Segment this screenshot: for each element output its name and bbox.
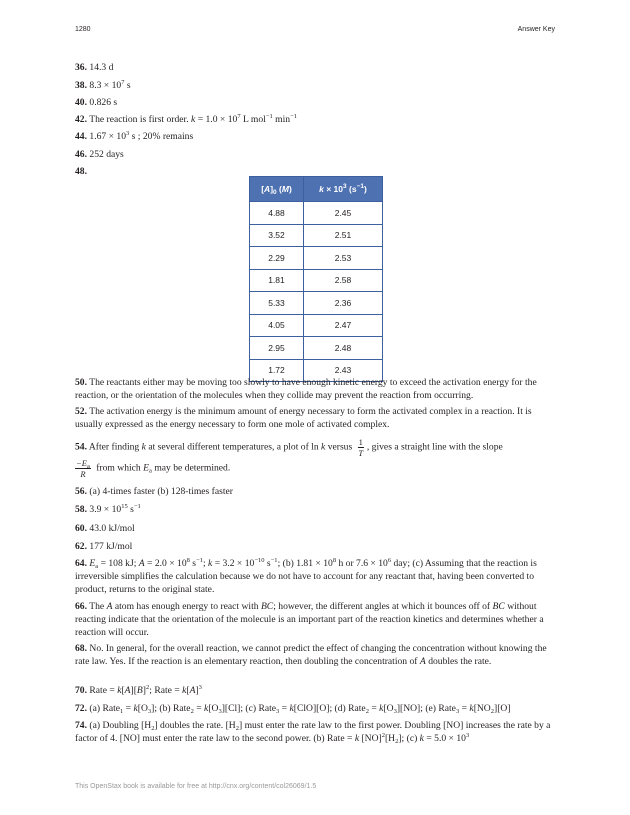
answer-54: 54. After finding k at several different temperatures, a plot of ln k versus $\frac{1}{T}$ , gives a straight line with the slope — [75, 437, 503, 458]
answer-54-continued: $\frac{-E_a}{R}$ from which $E_a$ may be determined. — [76, 458, 231, 479]
table-row: 5.33 2.36 — [250, 292, 383, 315]
header-concentration: $[A]_0$ (M) — [250, 177, 304, 202]
answer-64: 64. $E_a = 108$ kJ; $A = 2.0 \times 10^8$ $s^{-1}$; $k = 3.2 \times 10^{-10}$ $s^{-1}$; (b) $1.81 \times 10^8$ h or $7.6 \times 10^6$ day; (c) Assuming that the reaction is irreversible simplifies the calculation because we do not have to account for any reactant that, having been converted to product, returns to the original state. — [75, 557, 537, 596]
table-row: 1.81 2.58 — [250, 269, 383, 292]
table-row: 4.05 2.47 — [250, 314, 383, 337]
answer-48: 48. — [75, 166, 87, 177]
page-number: 1280 — [75, 26, 91, 33]
answer-52: 52. The activation energy is the minimum amount of energy necessary to form the activated complex in a reaction. It is usually expressed as the energy necessary to form one mole of activated complex. — [75, 406, 532, 431]
answer-58: 58. $3.9 \times 10^{15}$ $s^{-1}$ — [75, 503, 141, 515]
table-row: 4.88 2.45 — [250, 202, 383, 225]
table-row: 3.52 2.51 — [250, 224, 383, 247]
table-row: 2.29 2.53 — [250, 247, 383, 270]
table-row: 2.95 2.48 — [250, 337, 383, 360]
page-footer: This OpenStax book is available for free at http://cnx.org/content/col26069/1.5 — [75, 783, 317, 790]
answer-42: 42. The reaction is first order. $k = 1.0 \times 10^7$ L mol$^{-1}$ $\min^{-1}$ — [75, 113, 297, 125]
answer-70: 70. Rate = $k[A][B]^2$; Rate = $k[A]^3$ — [75, 684, 202, 696]
answer-50: 50. The reactants either may be moving too slowly to have enough kinetic energy to exceed the activation energy for the reaction, or the orientation of the molecules when they collide may prevent the reaction from occurring. — [75, 377, 537, 402]
answer-72: 72. (a) Rate$_1$ = $k[O_3]$; (b) Rate$_2$ = $k[O_3][Cl]$; (c) Rate$_3$ = k[ClO][O]; (d) Rate$_2$ = $k[O_3][NO]$; (e) Rate$_3$ = $k[NO_2][O]$ — [75, 703, 511, 715]
table-row: 1.72 2.43 — [250, 359, 383, 382]
answer-40: 40. 0.826 s — [75, 97, 118, 108]
table-header-row — [250, 177, 383, 202]
answer-68: 68. No. In general, for the overall reaction, we cannot predict the effect of changing the concentration without knowing the rate law. Yes. If the reaction is an elementary reaction, then doubling the concentration of A doubles the rate. — [75, 643, 547, 668]
answer-66: 66. The A atom has enough energy to react with BC; however, the different angles at which it bounces off of BC without reacting indicate that the orientation of the molecule is an important part of the reaction kinetics and determines whether a reaction will occur. — [75, 601, 544, 639]
header-rate-constant: $k \times 10^3$ $(s^{-1})$ — [304, 177, 383, 202]
answer-74: 74. (a) Doubling $[H_2]$ doubles the rate. $[H_2]$ must enter the rate law to the first power. Doubling [NO] increases the rate by a factor of 4. [NO] must enter the rate law to the second power. (b) Rate = k $[NO]^2[H_2]$; (c) $k = 5.0 \times 10^3$ — [75, 720, 551, 746]
answer-46: 46. 252 days — [75, 149, 124, 160]
answer-62: 62. 177 kJ/mol — [75, 541, 133, 552]
answer-56: 56. (a) 4-times faster (b) 128-times faster — [75, 486, 233, 497]
answer-60: 60. 43.0 kJ/mol — [75, 523, 135, 534]
inverse-temperature-fraction: $\frac{1}{T}$ — [358, 437, 364, 458]
answer-44: 44. $1.67 \times 10^3$ s ; 20% remains — [75, 130, 194, 142]
rate-constant-table — [249, 176, 383, 382]
answer-38: 38. $8.3 \times 10^7$ s — [75, 79, 131, 91]
slope-fraction: $\frac{-E_a}{R}$ — [76, 458, 90, 479]
answer-36: 36. 14.3 d — [75, 62, 114, 73]
section-title: Answer Key — [517, 26, 555, 33]
